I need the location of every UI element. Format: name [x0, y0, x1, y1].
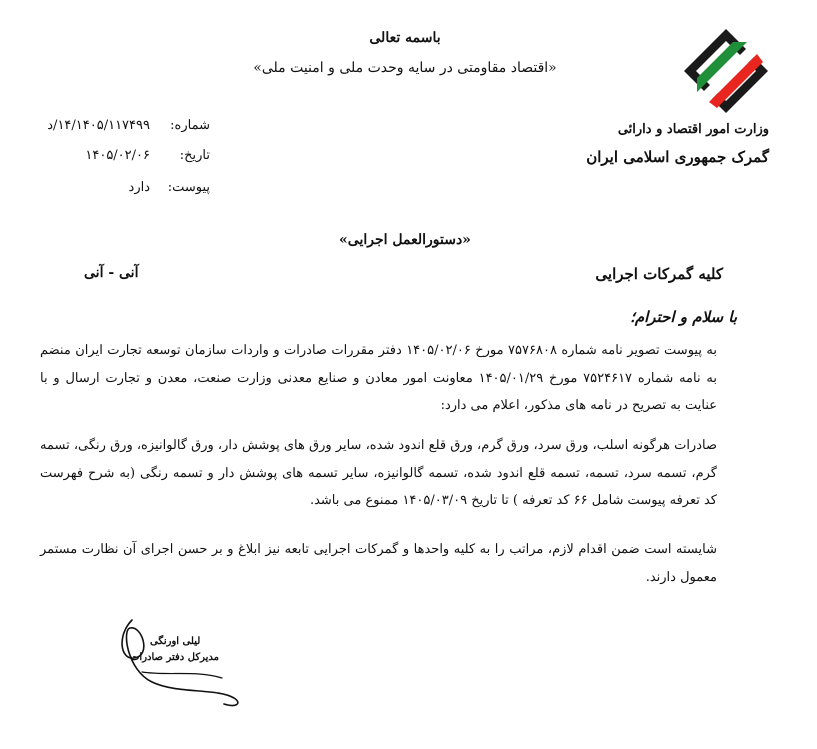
bismillah-heading: باسمه تعالی: [369, 30, 441, 46]
letter-number-label: شماره:: [170, 118, 210, 133]
signer-name: لیلی اورنگی: [150, 636, 201, 647]
body-paragraph-ban: صادرات هرگونه اسلب، ورق سرد، ورق گرم، ورق قلع اندود شده، سایر ورق های پوشش دار، ورق گالوانیزه، ورق رنگی، تسمه گرم، تسمه سرد، تسمه، تسمه قلع اندود شده، تسمه گالوانیزه، سایر تسمه های پوشش دار و تسمه رنگی (به شرح فهرست کد تعرفه پیوست شامل ۶۶ کد تعرفه ) تا تاریخ ۱۴۰۵/۰۳/۰۹ ممنوع می باشد.: [40, 438, 717, 508]
customs-logo-icon: [683, 28, 769, 114]
body-paragraph-closing: شایسته است ضمن اقدام لازم، مراتب را به کلیه واحدها و گمرکات اجرایی تابعه نیز ابلاغ و بر حسن اجرای آن نظارت مستمر معمول دارند.: [40, 542, 717, 585]
letter-number-value: ۱۴/۱۴۰۵/۱۱۷۴۹۹/د: [47, 118, 150, 133]
recipient-line: کلیه گمرکات اجرایی: [595, 265, 723, 283]
letter-number-row: [20, 118, 210, 138]
letter-date-value: ۱۴۰۵/۰۲/۰۶: [85, 148, 150, 163]
motto-text: «اقتصاد مقاومتی در سایه وحدت ملی و امنیت ملی»: [253, 60, 557, 76]
letter-date-label: تاریخ:: [179, 148, 210, 163]
letter-date-row: [20, 148, 210, 168]
letter-attachment-value: دارد: [128, 180, 150, 195]
body-paragraph-intro: به پیوست تصویر نامه شماره ۷۵۷۶۸۰۸ مورخ ۱۴۰۵/۰۲/۰۶ دفتر مقررات صادرات و واردات سازمان توسعه تجارت ایران منضم به نامه شماره ۷۵۲۴۶۱۷ مورخ ۱۴۰۵/۰۱/۲۹ معاونت امور معادن و صنایع معدنی وزارت صنعت، معدن و تجارت ارسال و با عنایت به تصریح در نامه های مذکور، اعلام می دارد:: [40, 343, 717, 413]
signer-title: مدیرکل دفتر صادرات: [130, 652, 219, 663]
letter-attachment-row: [20, 180, 210, 200]
urgency-label: آنی - آنی: [84, 265, 139, 281]
greeting-line: با سلام و احترام؛: [630, 308, 737, 326]
document-title: «دستورالعمل اجرایی»: [339, 232, 471, 248]
letter-attachment-label: پیوست:: [167, 180, 210, 195]
ministry-name: وزارت امور اقتصاد و دارائی: [617, 122, 769, 137]
customs-name: گمرک جمهوری اسلامی ایران: [586, 148, 769, 166]
